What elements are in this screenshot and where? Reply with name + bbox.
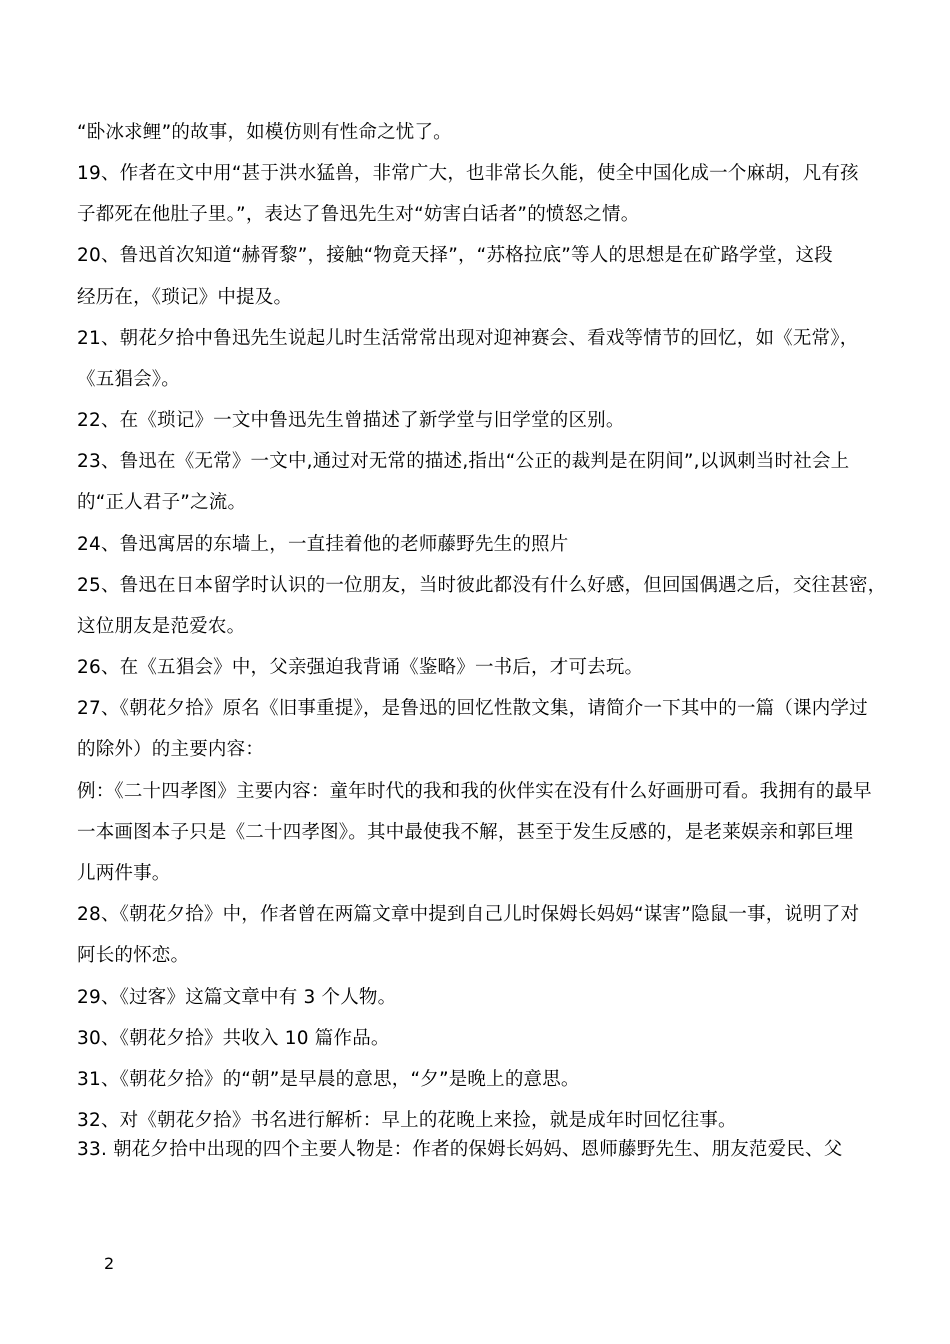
- text-line: 27、《朝花夕拾》原名《旧事重提》，是鲁迅的回忆性散文集，请简介一下其中的一篇（课内学过: [77, 698, 868, 719]
- text-line: 这位朋友是范爱农。: [77, 616, 246, 637]
- text-line: “卧冰求鲤”的故事，如模仿则有性命之忧了。: [77, 122, 452, 143]
- text-line: 20、鲁迅首次知道“赫胥黎”，接触“物竟天择”，“苏格拉底”等人的思想是在矿路学堂，这段: [77, 245, 833, 266]
- text-line: 子都死在他肚子里。”，表达了鲁迅先生对“妨害白话者”的愤怒之情。: [77, 204, 640, 225]
- text-line: 经历在，《琐记》中提及。: [77, 287, 293, 308]
- text-line: 21、朝花夕拾中鲁迅先生说起儿时生活常常出现对迎神赛会、看戏等情节的回忆，如《无常》，: [77, 328, 859, 349]
- text-line: 25、鲁迅在日本留学时认识的一位朋友，当时彼此都没有什么好感，但回国偶遇之后，交往甚密，: [77, 575, 887, 596]
- text-line: 23、鲁迅在《无常》一文中,通过对无常的描述,指出“公正的裁判是在阴间”,以讽刺当时社会上: [77, 451, 850, 472]
- text-line: 32、对《朝花夕拾》书名进行解析：早上的花晚上来捡，就是成年时回忆往事。: [77, 1110, 737, 1131]
- text-line: 阿长的怀恋。: [77, 945, 190, 966]
- text-line: 一本画图本子只是《二十四孝图》。其中最使我不解，甚至于发生反感的，是老莱娱亲和郭巨埋: [77, 822, 854, 843]
- text-line: 《五猖会》。: [77, 369, 180, 390]
- text-line: 30、《朝花夕拾》共收入 10 篇作品。: [77, 1028, 390, 1049]
- text-line: 29、《过客》这篇文章中有 3 个人物。: [77, 987, 397, 1008]
- text-line: 19、作者在文中用“甚于洪水猛兽，非常广大，也非常长久能，使全中国化成一个麻胡，凡有孩: [77, 163, 859, 184]
- text-line: 儿两件事。: [77, 863, 171, 884]
- text-line: 28、《朝花夕拾》中，作者曾在两篇文章中提到自己儿时保姆长妈妈“谋害”隐鼠一事，说明了对: [77, 904, 860, 925]
- text-line: 33. 朝花夕拾中出现的四个主要人物是：作者的保姆长妈妈、恩师藤野先生、朋友范爱民、父: [77, 1139, 843, 1160]
- text-line: 31、《朝花夕拾》的“朝”是早晨的意思，“夕”是晚上的意思。: [77, 1069, 580, 1090]
- text-line: 的除外）的主要内容：: [77, 739, 265, 760]
- page-number: 2: [104, 1254, 115, 1273]
- text-line: 24、鲁迅寓居的东墙上，一直挂着他的老师藤野先生的照片: [77, 534, 569, 555]
- text-line: 例：《二十四孝图》主要内容：童年时代的我和我的伙伴实在没有什么好画册可看。我拥有的最早: [77, 781, 872, 802]
- text-line: 26、在《五猖会》中，父亲强迫我背诵《鉴略》一书后，才可去玩。: [77, 657, 644, 678]
- text-line: 22、在《琐记》一文中鲁迅先生曾描述了新学堂与旧学堂的区别。: [77, 410, 625, 431]
- text-line: 的“正人君子”之流。: [77, 492, 247, 513]
